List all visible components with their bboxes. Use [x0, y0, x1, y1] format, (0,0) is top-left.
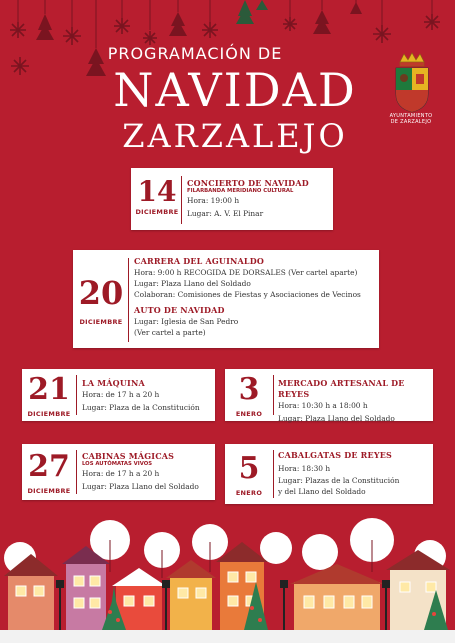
event-card-cabinas — [22, 444, 215, 500]
divider-line — [273, 450, 274, 498]
divider-line — [273, 375, 274, 415]
event-place: Lugar: Plaza Llano del Soldado — [82, 482, 199, 491]
event-month: DICIEMBRE — [79, 318, 123, 326]
event-title: CABALGATAS DE REYES — [278, 450, 393, 460]
event-place: Lugar: Plaza Llano del Soldado — [134, 279, 251, 288]
event-title-2: AUTO DE NAVIDAD — [134, 305, 225, 315]
event-date — [134, 176, 180, 216]
event-time: Hora: de 17 h a 20 h — [82, 390, 160, 399]
crest-caption — [375, 113, 447, 125]
event-day: 20 — [78, 274, 124, 312]
event-place-cont: y del Llano del Soldado — [278, 487, 366, 496]
event-card-carrera-auto — [73, 250, 379, 348]
event-title: CABINAS MÁGICAS — [82, 451, 175, 461]
event-title: MERCADO ARTESANAL DE REYES — [278, 378, 405, 399]
event-info — [278, 378, 430, 424]
event-title: CARRERA DEL AGUINALDO — [134, 256, 265, 266]
event-info — [82, 378, 212, 413]
event-info — [278, 450, 430, 497]
event-place: Lugar: Plaza Llano del Soldado — [278, 414, 395, 423]
event-time: Hora: de 17 h a 20 h — [82, 469, 160, 478]
event-month: DICIEMBRE — [27, 487, 71, 495]
event-time: Hora: 9:00 h RECOGIDA DE DORSALES (Ver cartel aparte) — [134, 268, 358, 277]
event-day: 5 — [238, 451, 260, 486]
event-subtitle: LOS AUTÓMATAS VIVOS — [82, 461, 153, 467]
divider-line — [128, 258, 129, 342]
event-place-2: Lugar: Iglesia de San Pedro — [134, 317, 239, 326]
event-place: Lugar: A. V. El Pinar — [187, 209, 264, 218]
event-date — [226, 452, 272, 497]
event-date — [75, 274, 127, 326]
event-info — [187, 178, 331, 219]
town-illustration — [0, 512, 455, 643]
event-card-mercado — [225, 369, 433, 421]
event-date — [24, 373, 74, 418]
event-collaborators: Colaboran: Comisiones de Fiestas y Asociaciones de Vecinos — [134, 290, 361, 299]
event-card-concierto — [131, 168, 333, 230]
event-card-cabalgatas — [225, 444, 433, 504]
event-day: 3 — [238, 372, 260, 407]
crest-caption-line2: DE ZARZALEJO — [390, 119, 432, 125]
event-time: Hora: 10:30 h a 18:00 h — [278, 401, 368, 410]
event-month: ENERO — [235, 489, 263, 497]
event-note-2: (Ver cartel a parte) — [134, 328, 206, 337]
event-info — [134, 256, 376, 338]
event-month: DICIEMBRE — [27, 410, 71, 418]
event-day: 14 — [137, 175, 177, 208]
event-month: ENERO — [235, 410, 263, 418]
event-place: Lugar: Plaza de la Constitución — [82, 403, 200, 412]
event-day: 27 — [28, 449, 70, 484]
heading-navidad: NAVIDAD — [113, 63, 357, 117]
heading-programacion: PROGRAMACIÓN DE — [107, 44, 283, 63]
event-card-la-maquina — [22, 369, 215, 421]
divider-line — [76, 450, 77, 494]
event-info — [82, 451, 212, 492]
event-time: Hora: 19:00 h — [187, 196, 240, 205]
event-place: Lugar: Plazas de la Constitución — [278, 476, 400, 485]
event-day: 21 — [28, 372, 70, 407]
event-subtitle: FILARBANDA MERIDIANO CULTURAL — [187, 188, 294, 194]
event-title: CONCIERTO DE NAVIDAD — [187, 178, 309, 188]
event-date — [226, 373, 272, 418]
event-month: DICIEMBRE — [135, 208, 179, 216]
heading-zarzalejo: ZARZALEJO — [122, 117, 348, 155]
event-time: Hora: 18:30 h — [278, 464, 331, 473]
divider-line — [181, 176, 182, 224]
divider-line — [76, 375, 77, 415]
crest-caption-line1: AYUNTAMIENTO — [389, 113, 433, 119]
event-title: LA MÁQUINA — [82, 378, 145, 388]
event-date — [24, 450, 74, 495]
